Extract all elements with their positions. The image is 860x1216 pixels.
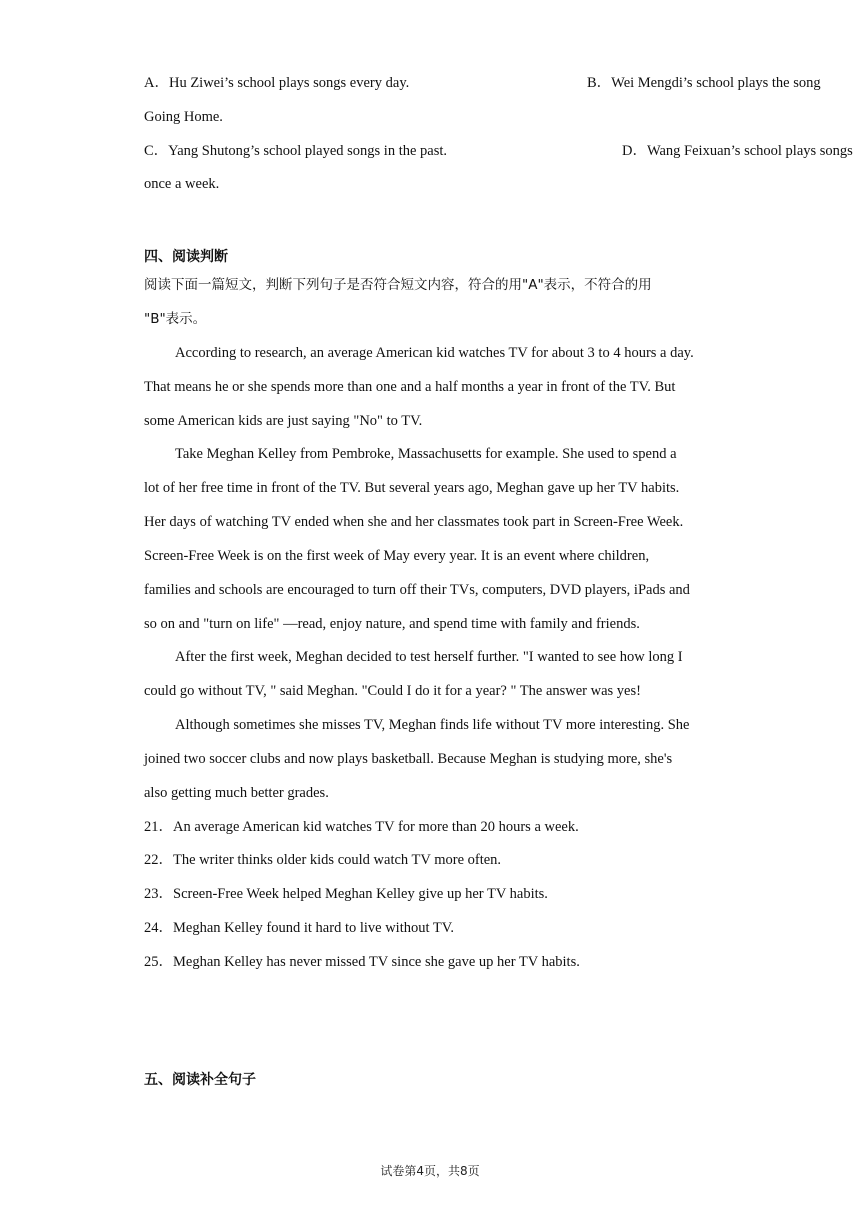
section-4-instruction-1: 阅读下面一篇短文，判断下列句子是否符合短文内容，符合的用"A"表示，不符合的用 (144, 277, 652, 293)
passage-line: Although sometimes she misses TV, Meghan finds life without TV more interesting. She (175, 717, 690, 733)
section-4-instruction-2: "B"表示。 (144, 311, 207, 327)
passage-line: lot of her free time in front of the TV. But several years ago, Meghan gave up her TV habits. (144, 480, 680, 496)
passage-line: could go without TV, " said Meghan. "Could I do it for a year? " The answer was yes! (144, 683, 641, 699)
option-a: A．Hu Ziwei’s school plays songs every day. (144, 75, 410, 91)
question-21: 21．An average American kid watches TV for more than 20 hours a week. (144, 819, 579, 835)
section-4-heading: 四、阅读判断 (144, 249, 228, 265)
option-row-ab (144, 73, 821, 93)
question-23: 23．Screen-Free Week helped Meghan Kelley give up her TV habits. (144, 886, 548, 902)
passage-line: Screen-Free Week is on the first week of May every year. It is an event where children, (144, 548, 650, 564)
passage-line: families and schools are encouraged to turn off their TVs, computers, DVD players, iPads and (144, 582, 690, 598)
option-d-continued: once a week. (144, 176, 220, 192)
passage-line: some American kids are just saying "No" to TV. (144, 413, 423, 429)
passage-line: After the first week, Meghan decided to test herself further. "I wanted to see how long I (175, 649, 683, 665)
passage-line: Her days of watching TV ended when she and her classmates took part in Screen-Free Week. (144, 514, 684, 530)
question-25: 25．Meghan Kelley has never missed TV since she gave up her TV habits. (144, 954, 580, 970)
passage-line: so on and "turn on life" —read, enjoy nature, and spend time with family and friends. (144, 616, 640, 632)
passage-line: Take Meghan Kelley from Pembroke, Massachusetts for example. She used to spend a (175, 446, 677, 462)
option-b: B．Wei Mengdi’s school plays the song (587, 75, 821, 91)
question-22: 22．The writer thinks older kids could watch TV more often. (144, 852, 502, 868)
option-row-cd (144, 141, 853, 161)
option-d: D．Wang Feixuan’s school plays songs (622, 143, 853, 159)
page-footer: 试卷第4页，共8页 (380, 1164, 480, 1178)
passage-line: That means he or she spends more than one and a half months a year in front of the TV. But (144, 379, 676, 395)
passage-line: joined two soccer clubs and now plays basketball. Because Meghan is studying more, she's (144, 751, 673, 767)
question-24: 24．Meghan Kelley found it hard to live without TV. (144, 920, 454, 936)
option-c: C．Yang Shutong’s school played songs in the past. (144, 143, 448, 159)
option-b-continued: Going Home. (144, 109, 223, 125)
passage-line: also getting much better grades. (144, 785, 329, 801)
passage-line: According to research, an average American kid watches TV for about 3 to 4 hours a day. (175, 345, 694, 361)
section-5-heading: 五、阅读补全句子 (144, 1072, 256, 1088)
